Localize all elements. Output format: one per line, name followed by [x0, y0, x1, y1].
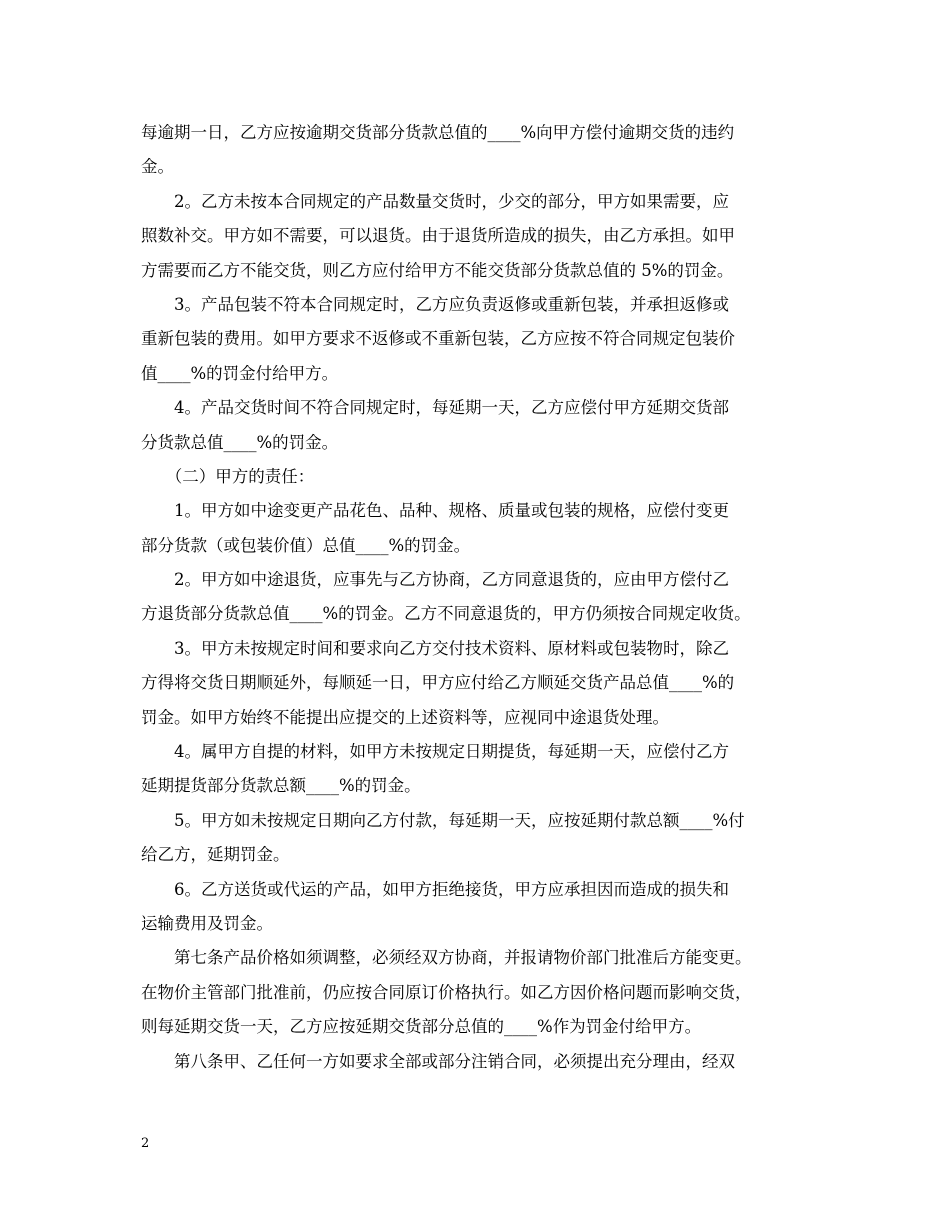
text-line: 2。甲方如中途退货，应事先与乙方协商，乙方同意退货的，应由甲方偿付乙	[141, 570, 729, 590]
text-line: 在物价主管部门批准前，仍应按合同原订价格执行。如乙方因价格问题而影响交货，	[141, 982, 752, 1002]
text-line: 3。甲方未按规定时间和要求向乙方交付技术资料、原材料或包装物时，除乙	[141, 638, 729, 658]
text-line: 则每延期交货一天，乙方应按延期交货部分总值的____%作为罚金付给甲方。	[141, 1017, 702, 1037]
text-line: 第七条产品价格如须调整，必须经双方协商，并报请物价部门批准后方能变更。	[141, 948, 752, 968]
text-line: 金。	[141, 157, 174, 177]
text-line: 每逾期一日，乙方应按逾期交货部分货款总值的____%向甲方偿付逾期交货的违约	[141, 123, 735, 142]
text-line: 方得将交货日期顺延外，每顺延一日，甲方应付给乙方顺延交货产品总值____%的	[141, 673, 735, 693]
text-line: 分货款总值____%的罚金。	[141, 432, 339, 452]
page-number: 2	[141, 1136, 150, 1151]
text-line: 3。产品包装不符本合同规定时，乙方应负责返修或重新包装，并承担返修或	[141, 294, 729, 314]
text-line: （二）甲方的责任：	[141, 466, 315, 486]
text-line: 重新包装的费用。如甲方要求不返修或不重新包装，乙方应按不符合同规定包装价	[141, 329, 735, 349]
text-line: 第八条甲、乙任何一方如要求全部或部分注销合同，必须提出充分理由，经双	[141, 1051, 735, 1071]
text-line: 方退货部分货款总值____%的罚金。乙方不同意退货的，甲方仍须按合同规定收货。	[141, 604, 751, 624]
text-line: 2。乙方未按本合同规定的产品数量交货时，少交的部分，甲方如果需要，应	[141, 191, 729, 211]
text-line: 4。属甲方自提的材料，如甲方未按规定日期提货，每延期一天，应偿付乙方	[141, 742, 729, 762]
text-line: 给乙方，延期罚金。	[141, 845, 290, 865]
text-line: 罚金。如甲方始终不能提出应提交的上述资料等，应视同中途退货处理。	[141, 707, 669, 727]
text-line: 1。甲方如中途变更产品花色、品种、规格、质量或包装的规格，应偿付变更	[141, 501, 729, 521]
text-line: 方需要而乙方不能交货，则乙方应付给甲方不能交货部分货款总值的 5%的罚金。	[141, 260, 734, 280]
contract-text	[141, 116, 813, 1079]
text-line: 照数补交。甲方如不需要，可以退货。由于退货所造成的损失，由乙方承担。如甲	[141, 226, 735, 246]
text-line: 4。产品交货时间不符合同规定时，每延期一天，乙方应偿付甲方延期交货部	[141, 398, 729, 418]
text-line: 6。乙方送货或代运的产品，如甲方拒绝接货，甲方应承担因而造成的损失和	[141, 879, 729, 899]
text-line: 部分货款（或包装价值）总值____%的罚金。	[141, 535, 471, 555]
text-line: 延期提货部分货款总额____%的罚金。	[141, 776, 421, 796]
text-line: 运输费用及罚金。	[141, 913, 273, 933]
text-line: 5。甲方如未按规定日期向乙方付款，每延期一天，应按延期付款总额____%付	[141, 810, 745, 830]
text-line: 值____%的罚金付给甲方。	[141, 363, 339, 383]
